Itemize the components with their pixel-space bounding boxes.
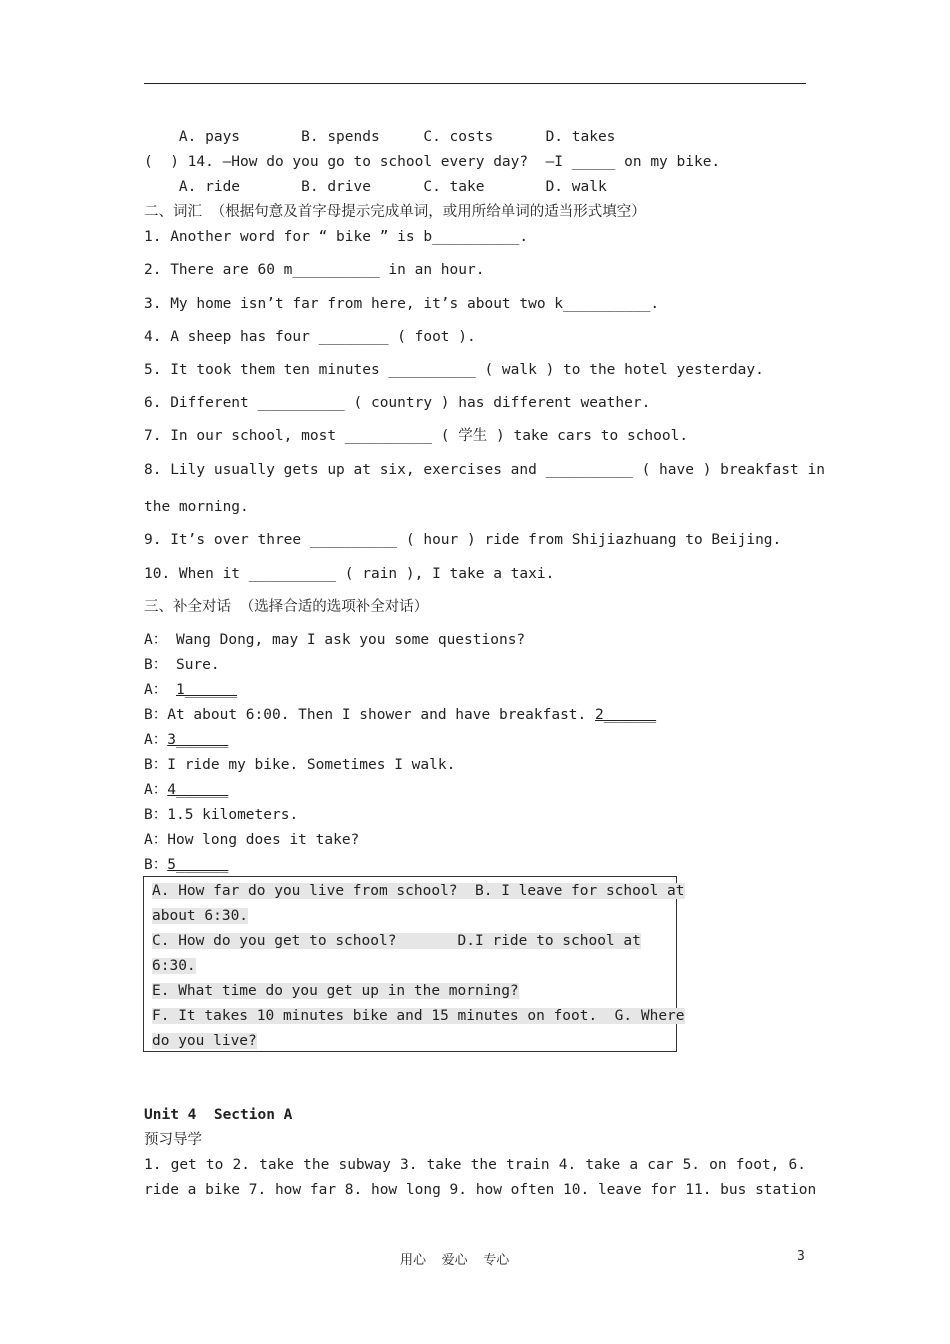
- preview-title: 预习导学: [144, 1132, 202, 1148]
- options-box: [143, 876, 685, 1052]
- speaker-text: B：At about 6:00. Then I shower and have breakfast.: [144, 707, 595, 723]
- vocab-item-5: 5. It took them ten minutes __________ ( walk ) to the hotel yesterday.: [144, 362, 764, 378]
- preview-line-2: ride a bike 7. how far 8. how long 9. how often 10. leave for 11. bus station: [144, 1182, 817, 1198]
- header-rule: [144, 83, 806, 84]
- dialogue-line: B： Sure.: [144, 657, 220, 673]
- option-line: A. How far do you live from school? B. I leave for school at: [152, 883, 685, 899]
- dialogue-line: A：How long does it take?: [144, 832, 360, 848]
- option-line: about 6:30.: [152, 908, 249, 924]
- q13-options: A. pays B. spends C. costs D. takes: [144, 129, 616, 145]
- vocab-item-9: 9. It’s over three __________ ( hour ) ride from Shijiazhuang to Beijing.: [144, 532, 782, 548]
- vocab-item-1: 1. Another word for “ bike ” is b__________.: [144, 229, 529, 245]
- vocab-item-3: 3. My home isn’t far from here, it’s about two k__________.: [144, 296, 660, 312]
- blank-5: 5______: [167, 857, 229, 873]
- vocab-item-8-cont: the morning.: [144, 499, 249, 515]
- dialogue-line: [144, 706, 656, 724]
- dialogue-line: A： Wang Dong, may I ask you some questions?: [144, 632, 526, 648]
- section3-title: 三、补全对话 （选择合适的选项补全对话）: [144, 599, 429, 615]
- vocab-item-2: 2. There are 60 m__________ in an hour.: [144, 262, 485, 278]
- speaker: B：: [144, 857, 168, 873]
- section2-title: 二、词汇 （根据句意及首字母提示完成单词，或用所给单词的适当形式填空）: [144, 204, 646, 220]
- q14-question: ( ) 14. —How do you go to school every day? —I _____ on my bike.: [144, 154, 721, 170]
- option-line: do you live?: [152, 1033, 257, 1049]
- option-line: E. What time do you get up in the morning?: [152, 983, 519, 999]
- vocab-item-4: 4. A sheep has four ________ ( foot ).: [144, 329, 476, 345]
- dialogue-line: [144, 731, 228, 749]
- speaker: A：: [144, 782, 168, 798]
- dialogue-line: [144, 856, 228, 874]
- blank-2: 2______: [595, 707, 657, 723]
- unit-title: Unit 4 Section A: [144, 1107, 293, 1123]
- footer-motto: 用心 爱心 专心: [400, 1253, 510, 1268]
- vocab-item-10: 10. When it __________ ( rain ), I take a taxi.: [144, 566, 555, 582]
- dialogue-line: [144, 781, 228, 799]
- dialogue-line: B：I ride my bike. Sometimes I walk.: [144, 757, 456, 773]
- vocab-item-7: 7. In our school, most __________ ( 学生 ) take cars to school.: [144, 428, 689, 444]
- page-number: 3: [797, 1249, 805, 1264]
- vocab-item-6: 6. Different __________ ( country ) has different weather.: [144, 395, 651, 411]
- dialogue-line: [144, 681, 237, 699]
- blank-4: 4______: [167, 782, 229, 798]
- preview-line-1: 1. get to 2. take the subway 3. take the train 4. take a car 5. on foot, 6.: [144, 1157, 806, 1173]
- option-line: 6:30.: [152, 958, 196, 974]
- blank-1: 1______: [175, 682, 238, 698]
- q14-options: A. ride B. drive C. take D. walk: [144, 179, 607, 195]
- speaker: A：: [144, 682, 176, 698]
- speaker: A：: [144, 732, 168, 748]
- dialogue-line: B：1.5 kilometers.: [144, 807, 299, 823]
- option-line: F. It takes 10 minutes bike and 15 minutes on foot. G. Where: [152, 1008, 685, 1024]
- blank-3: 3______: [167, 732, 229, 748]
- option-line: C. How do you get to school? D.I ride to school at: [152, 933, 641, 949]
- vocab-item-8: 8. Lily usually gets up at six, exercises and __________ ( have ) breakfast in: [144, 462, 825, 478]
